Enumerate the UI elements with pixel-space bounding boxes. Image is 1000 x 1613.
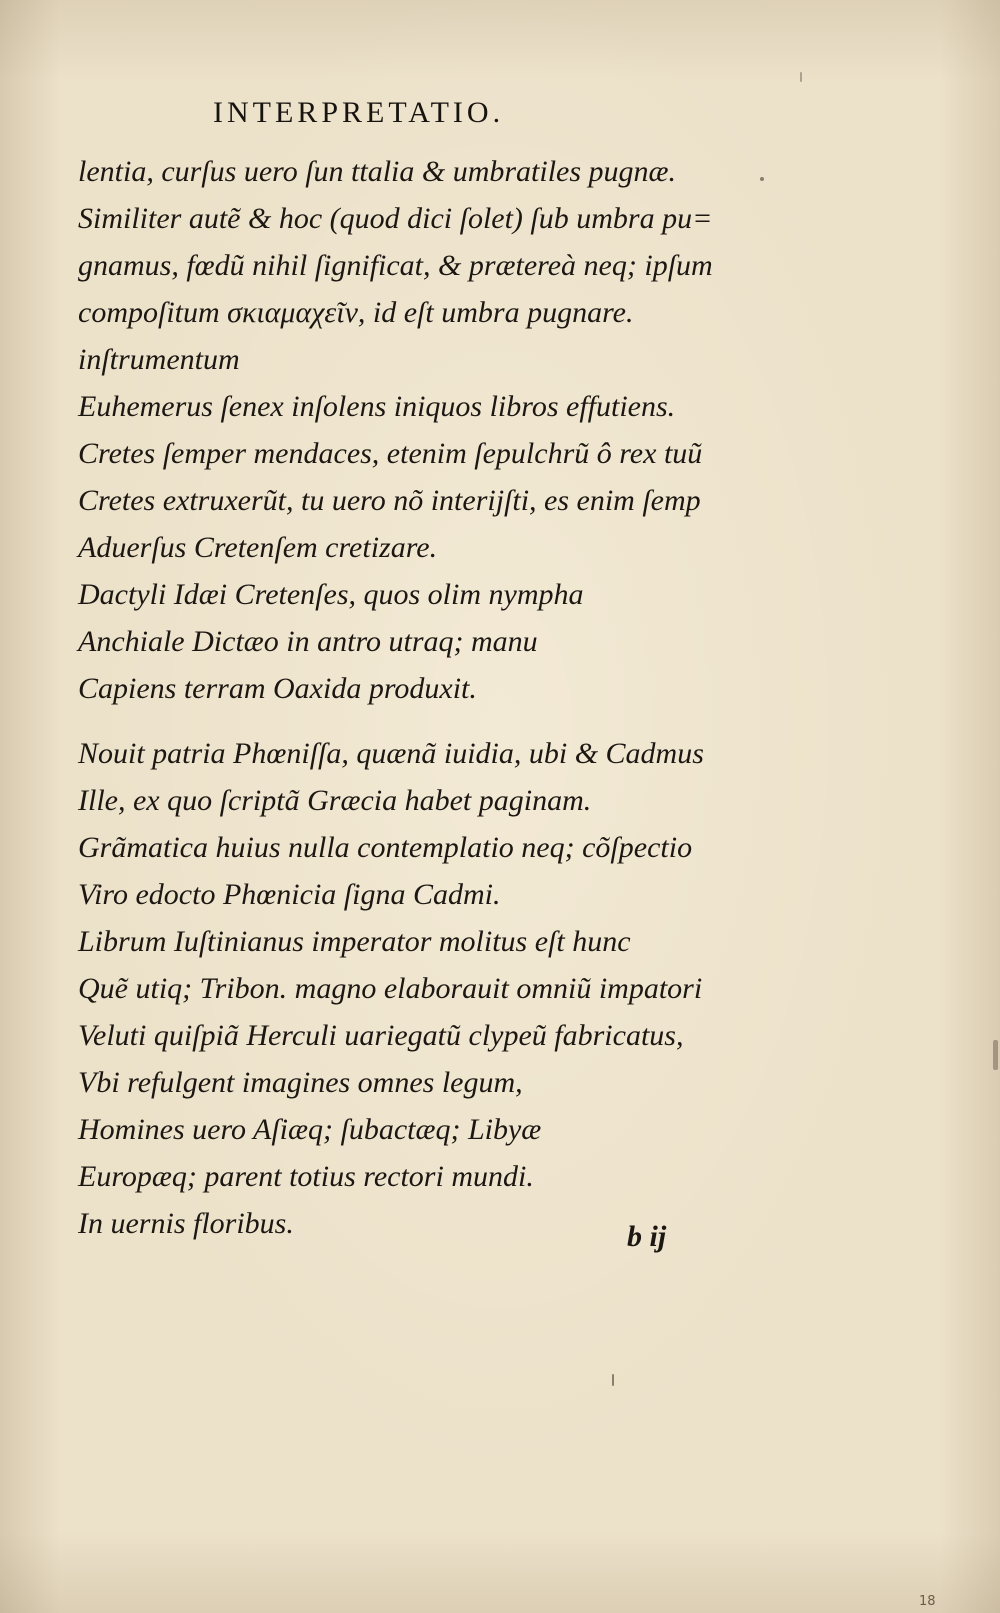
text-line: Similiter autẽ & hoc (quod dici ſolet) ſub umbra pu=	[78, 202, 713, 235]
text-line: Cretes extruxerũt, tu uero nõ interijſti, es enim ſemp	[78, 484, 701, 517]
text-line: Grãmatica huius nulla contemplatio neq; cõſpectio	[78, 831, 693, 864]
text-line: Nouit patria Phœniſſa, quænã iuidia, ubi & Cadmus	[78, 737, 704, 770]
text-line: Dactyli Idæi Cretenſes, quos olim nympha	[78, 578, 584, 611]
text-line: lentia, curſus uero ſun ttalia & umbratiles pugnæ.	[78, 155, 677, 188]
text-line: Viro edocto Phœnicia ſigna Cadmi.	[78, 878, 501, 911]
ink-speck	[800, 72, 802, 82]
text-line: In uernis floribus.	[78, 1207, 294, 1240]
text-line: Cretes ſemper mendaces, etenim ſepulchrũ ô rex tuũ	[78, 437, 703, 470]
ink-speck	[760, 177, 764, 181]
text-line: Ille, ex quo ſcriptã Græcia habet paginam.	[78, 784, 592, 817]
page-number: 18	[919, 1594, 936, 1609]
text-line: Librum Iuſtinianus imperator molitus eſt hunc	[78, 925, 631, 958]
text-line: Anchiale Dictæo in antro utraq; manu	[78, 625, 538, 658]
text-line: Vbi refulgent imagines omnes legum,	[78, 1066, 523, 1099]
text-line: Homines uero Aſiæq; ſubactæq; Libyæ	[78, 1113, 542, 1146]
page-edge-mark	[993, 1040, 998, 1070]
text-line: inſtrumentum	[78, 343, 240, 376]
text-line: gnamus, fœdũ nihil ſignificat, & prætereà neq; ipſum	[78, 249, 713, 282]
ink-speck	[612, 1374, 614, 1386]
text-line: Veluti quiſpiã Herculi uariegatũ clypeũ fabricatus,	[78, 1019, 684, 1052]
text-line: Capiens terram Oaxida produxit.	[78, 672, 477, 705]
running-head: INTERPRETATIO.	[213, 96, 505, 129]
signature-mark: b ij	[627, 1220, 667, 1253]
text-line: Aduerſus Cretenſem cretizare.	[78, 531, 438, 564]
text-line: Europæq; parent totius rectori mundi.	[78, 1160, 534, 1193]
text-line: compoſitum σκιαμαχεῖν, id eſt umbra pugnare.	[78, 296, 634, 329]
text-line: Quẽ utiq; Tribon. magno elaborauit omniũ impatori	[78, 972, 703, 1005]
text-line: Euhemerus ſenex inſolens iniquos libros effutiens.	[78, 390, 676, 423]
